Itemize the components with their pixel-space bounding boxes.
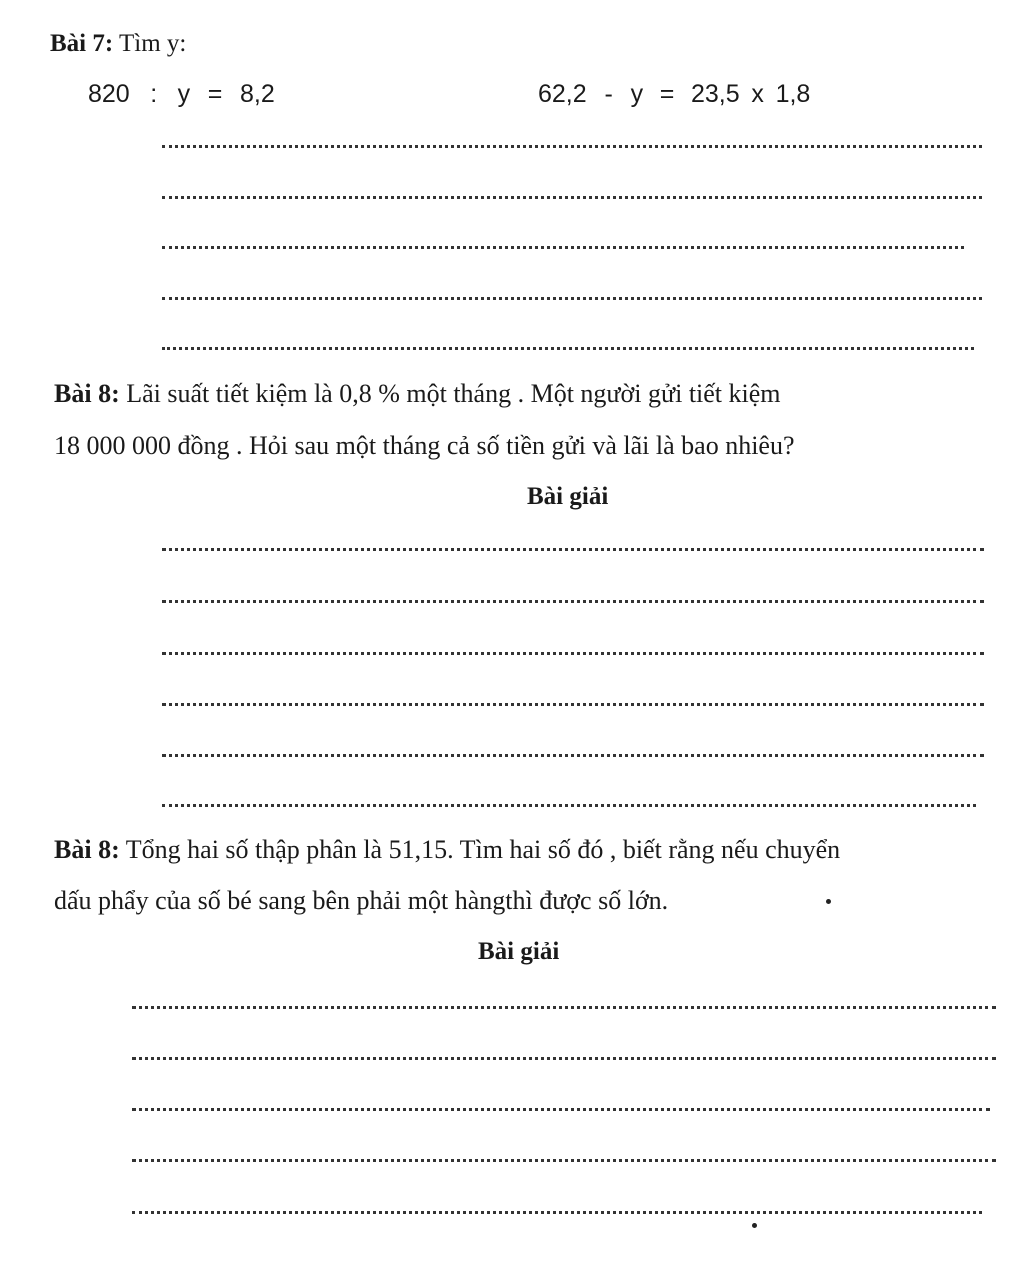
bai8a-answer-line-6[interactable] [162,804,976,807]
eq2-factor-1: 23,5 [690,80,740,108]
bai8b-problem-line-2 [54,886,668,916]
bai8b-solution-title: Bài giải [478,938,560,965]
bai7-answer-line-3[interactable] [162,246,964,249]
bai8b-answer-line-4[interactable] [132,1159,996,1162]
bai7-equation-2 [538,80,810,109]
bai8a-solution-title: Bài giải [527,483,609,510]
eq1-dividend: 820 [88,80,130,108]
stray-dot-mark [826,899,831,904]
eq2-minus-sign: - [604,80,613,108]
bai8b-text-1: Tổng hai số thập phân là 51,15. Tìm hai số đó , biết rằng nếu chuyển [125,835,841,864]
eq1-divide-sign: : [150,80,158,108]
bai7-heading [50,30,186,58]
bai8b-text-2: dấu phẩy của số bé sang bên phải một hàngthì được số lớn. [54,886,669,915]
bai8a-answer-line-5[interactable] [162,754,984,757]
bai7-answer-line-2[interactable] [162,196,982,199]
bai7-equation-1 [88,80,275,109]
bai8b-problem-line-1 [54,835,840,865]
eq2-equals-sign: = [659,80,675,108]
bai8a-heading-label: Bài 8: [54,379,120,408]
eq2-factor-2: 1,8 [775,80,811,108]
bai8b-answer-line-3[interactable] [132,1108,990,1111]
stray-dot-mark-bottom [752,1223,757,1228]
bai8a-text-2: 18 000 000 đồng . Hỏi sau một tháng cả số tiền gửi và lãi là bao nhiêu? [54,431,795,460]
eq1-result: 8,2 [240,80,275,108]
bai8a-answer-line-2[interactable] [162,600,984,603]
eq1-equals-sign: = [207,80,223,108]
bai8a-answer-line-3[interactable] [162,652,984,655]
bai8a-problem-line-2 [54,431,795,461]
bai7-answer-line-1[interactable] [162,145,982,148]
eq2-variable: y [630,80,644,108]
bai7-answer-line-5[interactable] [162,347,974,350]
bai8a-answer-line-4[interactable] [162,703,984,706]
eq1-variable: y [177,80,191,108]
bai8a-text-1: Lãi suất tiết kiệm là 0,8 % một tháng . Một người gửi tiết kiệm [126,379,781,408]
bai8b-answer-line-1[interactable] [132,1006,996,1009]
bai8b-heading-label: Bài 8: [54,835,120,864]
bai8a-problem-line-1 [54,379,781,409]
bai8b-answer-line-5[interactable] [132,1211,982,1214]
eq2-multiply-sign: x [751,80,764,108]
bai7-heading-label: Bài 7: [50,30,114,57]
bai7-answer-line-4[interactable] [162,297,982,300]
bai7-heading-text: Tìm y: [119,30,187,57]
bai8a-answer-line-1[interactable] [162,548,984,551]
bai8b-answer-line-2[interactable] [132,1057,996,1060]
eq2-minuend: 62,2 [538,80,587,108]
